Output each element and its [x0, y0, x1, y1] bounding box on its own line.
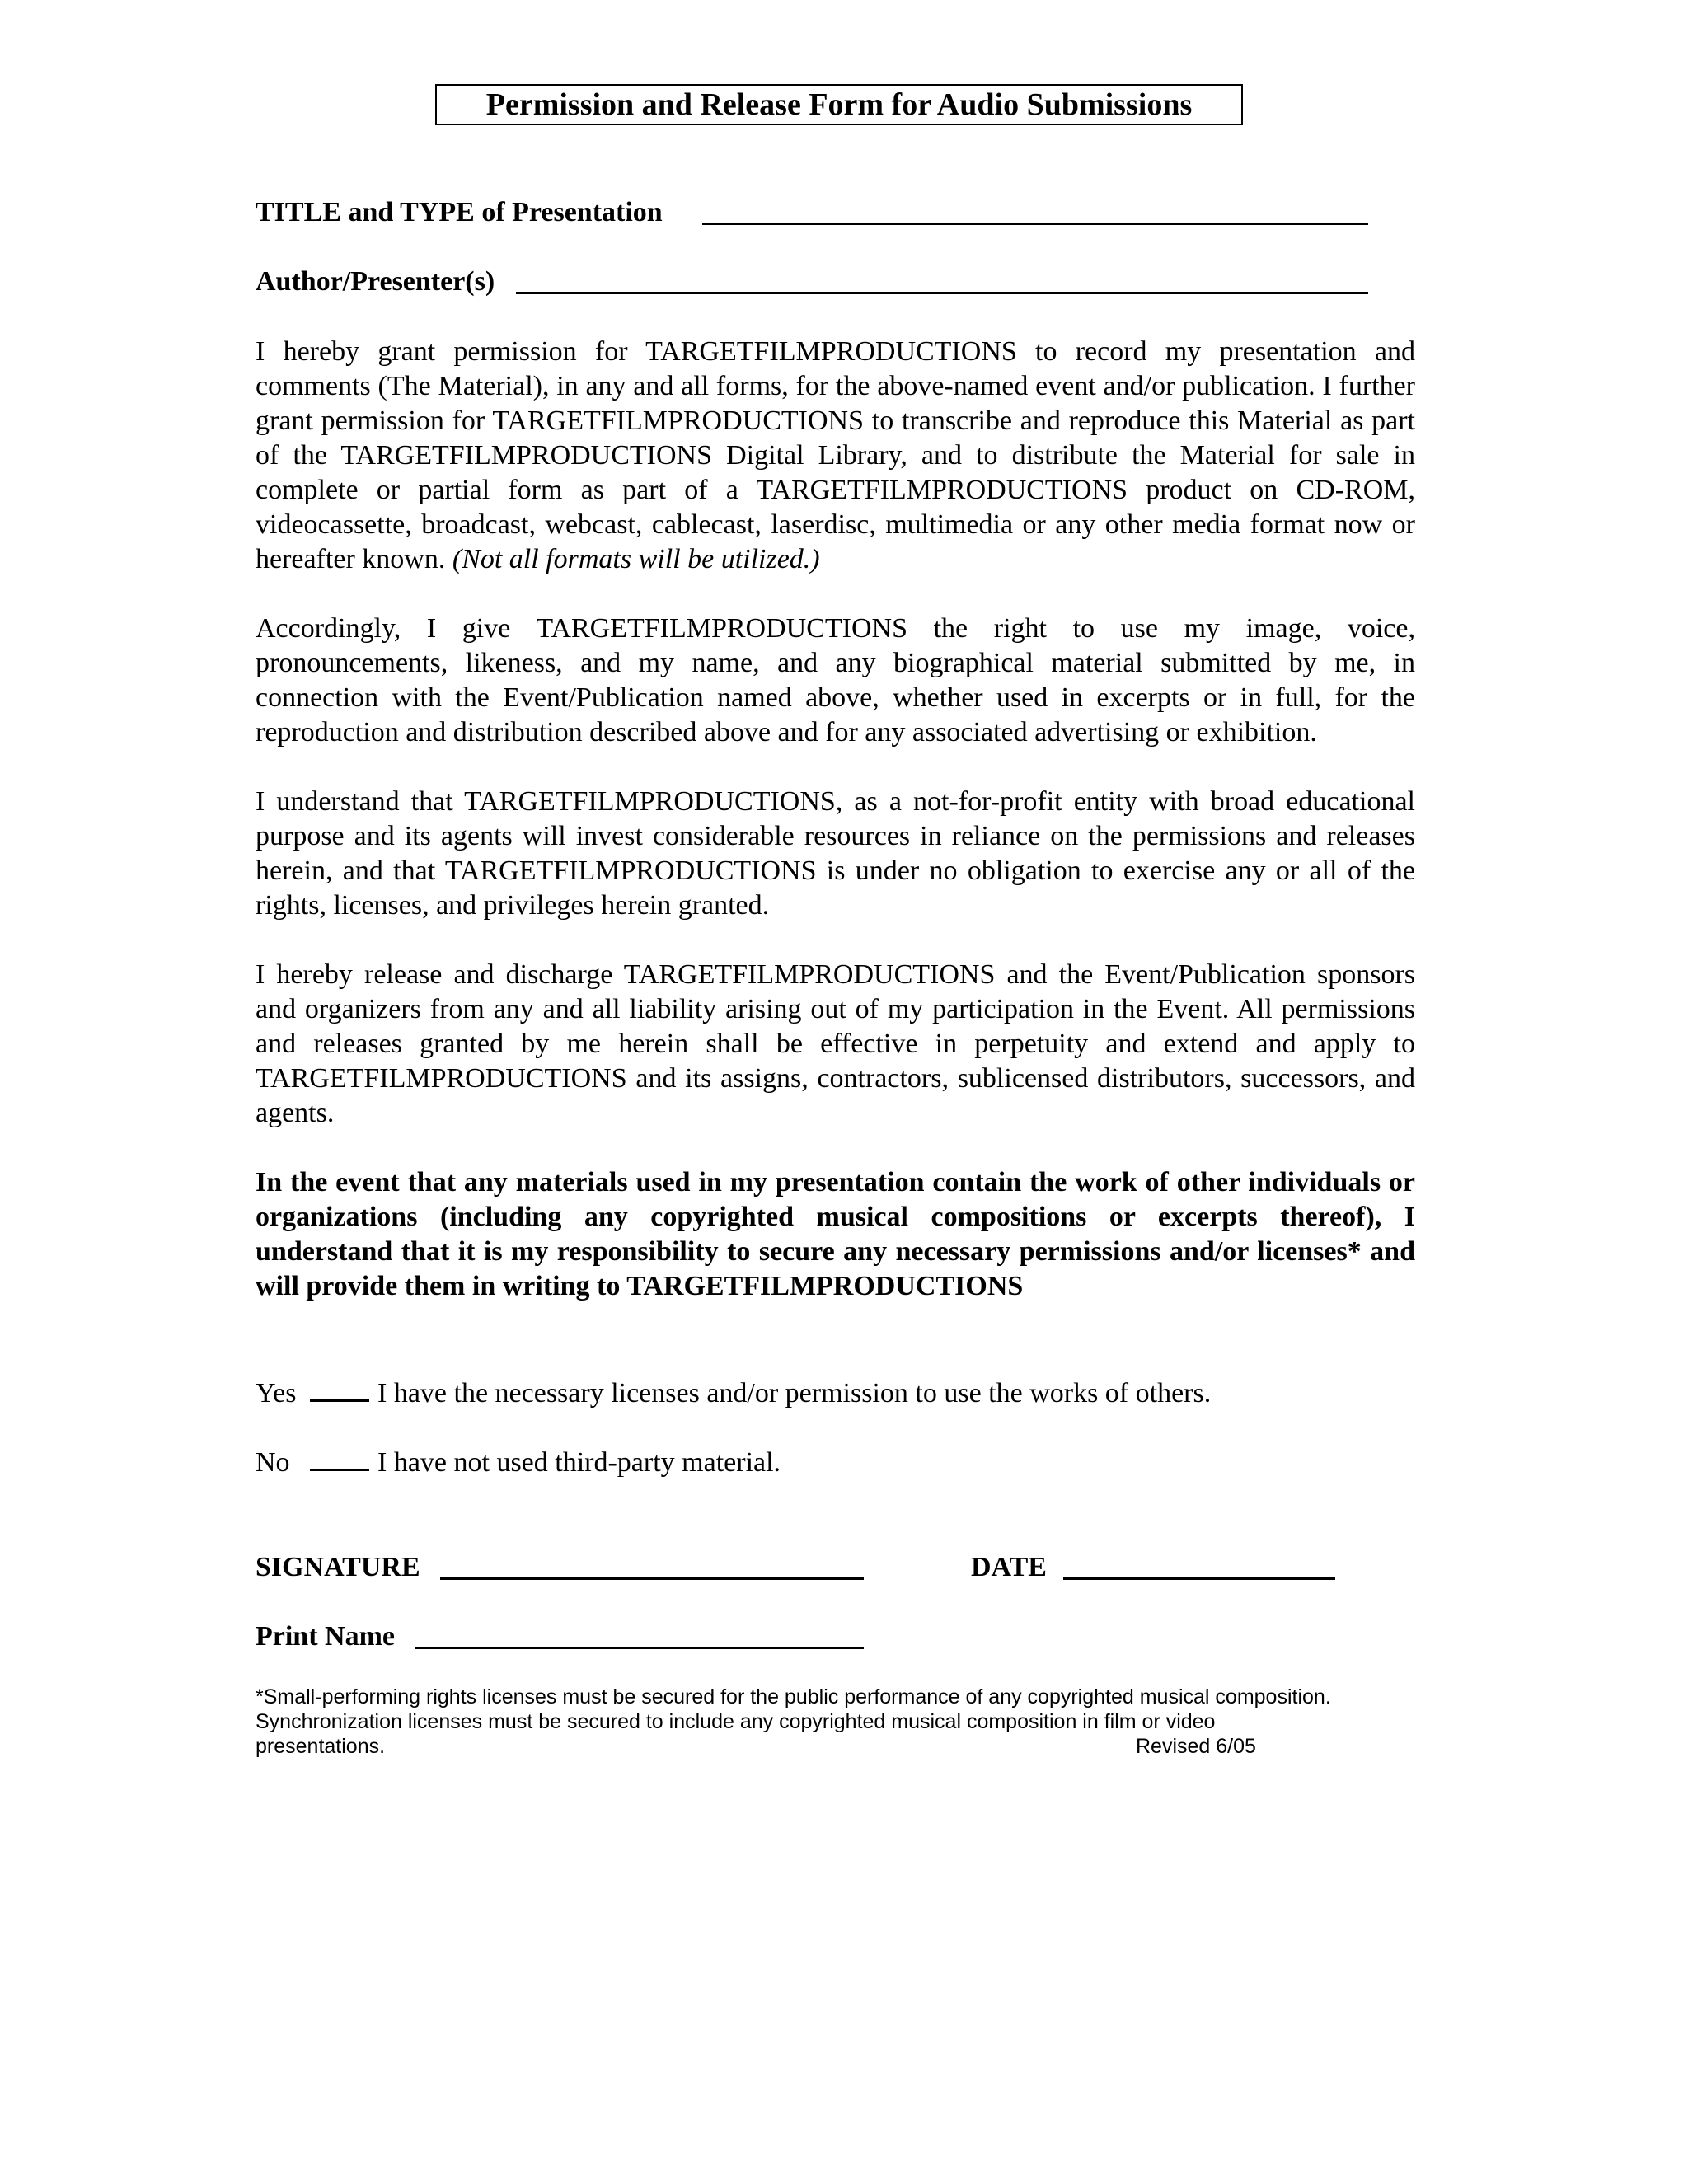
- third-party-materials-paragraph: In the event that any materials used in my presentation contain the work of other individuals or organizations (including any copyrighted musical compositions or excerpts thereof), I understand that it is my responsibility to secure any necessary permissions and/or licenses* and will provide them in writing to TARGETFILMPRODUCTIONS: [256, 1167, 1415, 1301]
- form-title: Permission and Release Form for Audio Submissions: [435, 84, 1243, 125]
- no-option-text: I have not used third-party material.: [377, 1447, 781, 1478]
- title-type-field[interactable]: [702, 223, 1368, 225]
- yes-option-text: I have the necessary licenses and/or permission to use the works of others.: [377, 1378, 1212, 1408]
- print-name-label: Print Name: [256, 1621, 396, 1652]
- yes-checkbox-blank[interactable]: [310, 1375, 369, 1402]
- no-checkbox-blank[interactable]: [310, 1444, 369, 1471]
- date-label: DATE: [971, 1552, 1047, 1582]
- nonprofit-paragraph: I understand that TARGETFILMPRODUCTIONS, as a not-for-profit entity with broad educational purpose and its agents will invest considerable resources in reliance on the permissions and releases herein, and that TARGETFILMPRODUCTIONS is under no obligation to exercise any or all of the rights, licenses, and privileges herein granted.: [256, 786, 1415, 921]
- no-label: No: [256, 1447, 290, 1478]
- revision-date: Revised 6/05: [1136, 1735, 1256, 1758]
- grant-permission-text: I hereby grant permission for TARGETFILMPRODUCTIONS to record my presentation and comments (The Material), in any and all forms, for the above-named event and/or publication. I further grant permission for TARGETFILMPRODUCTIONS to transcribe and reproduce this Material as part of the TARGETFILMPRODUCTIONS Digital Library, and to distribute the Material for sale in complete or partial form as part of a TARGETFILMPRODUCTIONS product on CD-ROM, videocassette, broadcast, webcast, cablecast, laserdisc, multimedia or any other media format now or hereafter known.: [256, 336, 1415, 574]
- formats-note: (Not all formats will be utilized.): [452, 544, 820, 574]
- title-type-label: TITLE and TYPE of Presentation: [256, 197, 663, 227]
- signature-label: SIGNATURE: [256, 1552, 420, 1582]
- print-name-field[interactable]: [415, 1647, 864, 1649]
- grant-permission-paragraph: [256, 335, 1415, 577]
- footnote-line-3: presentations.: [256, 1735, 386, 1758]
- usage-rights-paragraph: Accordingly, I give TARGETFILMPRODUCTIONS the right to use my image, voice, pronouncements, likeness, and my name, and any biographical material submitted by me, in connection with the Event/Publication named above, whether used in excerpts or in full, for the reproduction and distribution described above and for any associated advertising or exhibition.: [256, 613, 1415, 748]
- yes-option-row: [256, 1375, 1211, 1410]
- author-presenter-label: Author/Presenter(s): [256, 266, 495, 297]
- footnote: [256, 1685, 1426, 1759]
- yes-label: Yes: [256, 1378, 297, 1408]
- signature-field[interactable]: [440, 1577, 864, 1580]
- release-discharge-paragraph: I hereby release and discharge TARGETFILMPRODUCTIONS and the Event/Publication sponsors and organizers from any and all liability arising out of my participation in the Event. All permissions and releases granted by me herein shall be effective in perpetuity and extend and apply to TARGETFILMPRODUCTIONS and its assigns, contractors, sublicensed distributors, successors, and agents.: [256, 959, 1415, 1128]
- author-presenter-field[interactable]: [516, 292, 1368, 294]
- footnote-line-2: Synchronization licenses must be secured to include any copyrighted musical composition in film or video: [256, 1710, 1216, 1733]
- footnote-line-1: *Small-performing rights licenses must be secured for the public performance of any copyrighted musical composition.: [256, 1685, 1331, 1708]
- no-option-row: [256, 1444, 781, 1479]
- date-field[interactable]: [1063, 1577, 1335, 1580]
